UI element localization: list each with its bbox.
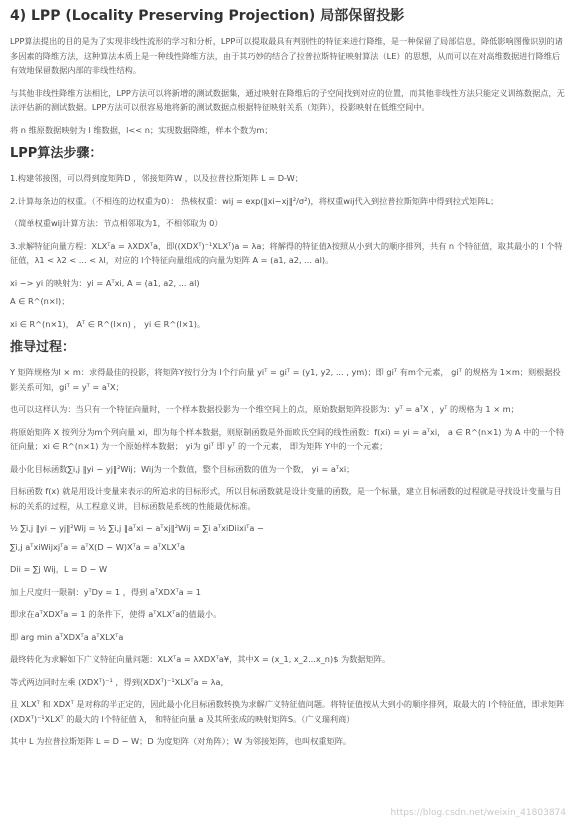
section-heading: 4) LPP (Locality Preserving Projection) 局部保留投影 — [10, 8, 405, 24]
equation-line-1: ½ ∑i,j ‖yi − yj‖²Wij = ½ ∑i,j ‖aᵀxi − aᵀxj‖²Wij = ∑i aᵀxiDiixiᵀa − — [10, 523, 264, 533]
derivation-paragraph-5: 目标函数 f(x) 就是用设计变量来表示的所追求的目标形式，所以目标函数就是设计变量的函数，是一个标量，建立目标函数的过程就是寻找设计变量与目标的关系的过程，从工程意义讲，目标函数是系统的性能最优标准。 — [10, 486, 562, 511]
derivation-paragraph-3: 将原始矩阵 X 按列分为m个列向量 xi，即为每个样本数据，则原制函数是外面欧氏空间的线性函数：f(xi) = yi = aᵀxi， a ∈ R^(n×1) 为 A 中的一个特征向量；xi ∈ R^(n×1) 为一个原始样本数据； yi为 giᵀ 即 yᵀ 的一个元素， 即为矩阵 Y中的一个元素； — [10, 426, 565, 451]
derivation-paragraph-1: Y 矩阵规格为l × m：求得最佳的投影，将矩阵Y按行分为 l个行向量 yiᵀ = giᵀ = (y1, y2, ... , ym)；即 giᵀ 有m个元素， giᵀ 的规格为 1×m；则根据投影关系可知，giᵀ = yᵀ = aᵀX； — [10, 367, 561, 392]
step-2: 2.计算每条边的权重。（不相连的边权重为0）： 热核权重：wij = exp(‖xi−xj‖²/σ²)，将权重wij代入到拉普拉斯矩阵中得到拉式矩阵L； — [10, 195, 499, 206]
intro-paragraph-3: 将 n 维原数据映射为 l 维数据，l<< n；实现数据降维，样本个数为m； — [10, 124, 273, 135]
step-3: 3.求解特征向量方程：XLXᵀa = λXDXᵀa，即((XDXᵀ)⁻¹XLXᵀ)a = λa；将解得的特征值λ按照从小到大的顺序排列，共有 n 个特征值，取其最小的 l 个特征值，λ1 < λ2 < ... < λl，对应的 l个特征向量组成的向量为矩阵 A = (a1, a2, ... al)。 — [10, 240, 563, 265]
derivation-paragraph-8: 即 arg min aᵀXDXᵀa aᵀXLXᵀa — [10, 631, 124, 642]
step-2-note: （简单权重wij计算方法：节点相邻取为1，不相邻取为 0） — [10, 218, 223, 228]
derivation-paragraph-12: 其中 L 为拉普拉斯矩阵 L = D − W；D 为度矩阵（对角阵）；W 为邻接矩阵，也叫权重矩阵。 — [10, 736, 352, 746]
derivation-paragraph-4: 最小化目标函数∑i,j ‖yi − yj‖²Wij；Wij为一个数值，整个目标函数的值为一个数， yi = aᵀxi； — [10, 463, 355, 474]
derivation-paragraph-7: 即求在aᵀXDXᵀa = 1 的条件下，使得 aᵀXLXᵀa的值最小。 — [10, 609, 222, 619]
equation-line-3: Dii = ∑j Wij，L = D − W — [10, 564, 108, 574]
intro-paragraph-2: 与其他非线性降维方法相比，LPP方法可以将新增的测试数据集，通过映射在降维后的子空间找到对应的位置，而其他非线性方法只能定义训练数据点，无法评估新的测试数据。LPP方法可以很容易地将新的测试数据点根据特征映射关系（矩阵），投影映射在低维空间中。 — [10, 87, 565, 112]
derivation-paragraph-2: 也可以这样认为：当只有一个特征向量时，一个样本数据投影为一个维空间上的点，原始数据矩阵投影为：yᵀ = aᵀX ，yᵀ 的规格为 1 × m； — [10, 404, 519, 414]
derivation-paragraph-9: 最终转化为求解如下广义特征向量问题：XLXᵀa = λXDXᵀa¥，其中X = (x_1, x_2...x_n)$ 为数据矩阵。 — [10, 654, 391, 664]
derivation-paragraph-11: 且 XLXᵀ 和 XDXᵀ 是对称的半正定的，因此最小化目标函数转换为求解广义特征值问题。将特征值按从大到小的顺序排列，取最大的 l个特征值，即求矩阵(XDXᵀ)⁻¹XLXᵀ 的最大的 l个特征值 λ， 和特征向量 a 及其所张成的映射矩阵S。（广义瑞利商） — [10, 699, 565, 724]
derivation-heading: 推导过程： — [10, 340, 76, 355]
mapping-line-3: xi ∈ R^(n×1)， Aᵀ ∈ R^(l×n) ， yi ∈ R^(l×1)。 — [10, 318, 206, 329]
watermark-url: https://blog.csdn.net/weixin_41803874 — [390, 808, 566, 818]
derivation-paragraph-6: 加上尺度归一限制：yᵀDy = 1 ，得到 aᵀXDXᵀa = 1 — [10, 586, 202, 597]
derivation-paragraph-10: 等式两边同时左乘 (XDXᵀ)⁻¹ ，得到(XDXᵀ)⁻¹XLXᵀa = λa， — [10, 676, 229, 687]
step-1: 1.构建邻接图，可以得到度矩阵D ，邻接矩阵W ，以及拉普拉斯矩阵 L = D-W； — [10, 173, 303, 183]
mapping-line-1: xi −> yi 的映射为：yi = Aᵀxi, A = (a1, a2, ... al) — [10, 277, 200, 288]
equation-line-2: ∑i,j aᵀxiWijxjᵀa = aᵀX(D − W)Xᵀa = aᵀXLXᵀa — [10, 541, 185, 552]
mapping-line-2: A ∈ R^(n×l)； — [10, 296, 70, 306]
intro-paragraph-1: LPP算法提出的目的是为了实现非线性流形的学习和分析，LPP可以提取最具有判别性的特征来进行降维，是一种保留了局部信息，降低影响图像识别的诸多因素的降维方法，这种算法本质上是一种线性降维方法，由于其巧妙的结合了拉普拉斯特征映射算法（LE）的思想，从而可以在对高维数据进行降维后有效地保留数据内部的非线性结构。 — [10, 36, 563, 75]
steps-heading: LPP算法步骤： — [10, 146, 103, 161]
